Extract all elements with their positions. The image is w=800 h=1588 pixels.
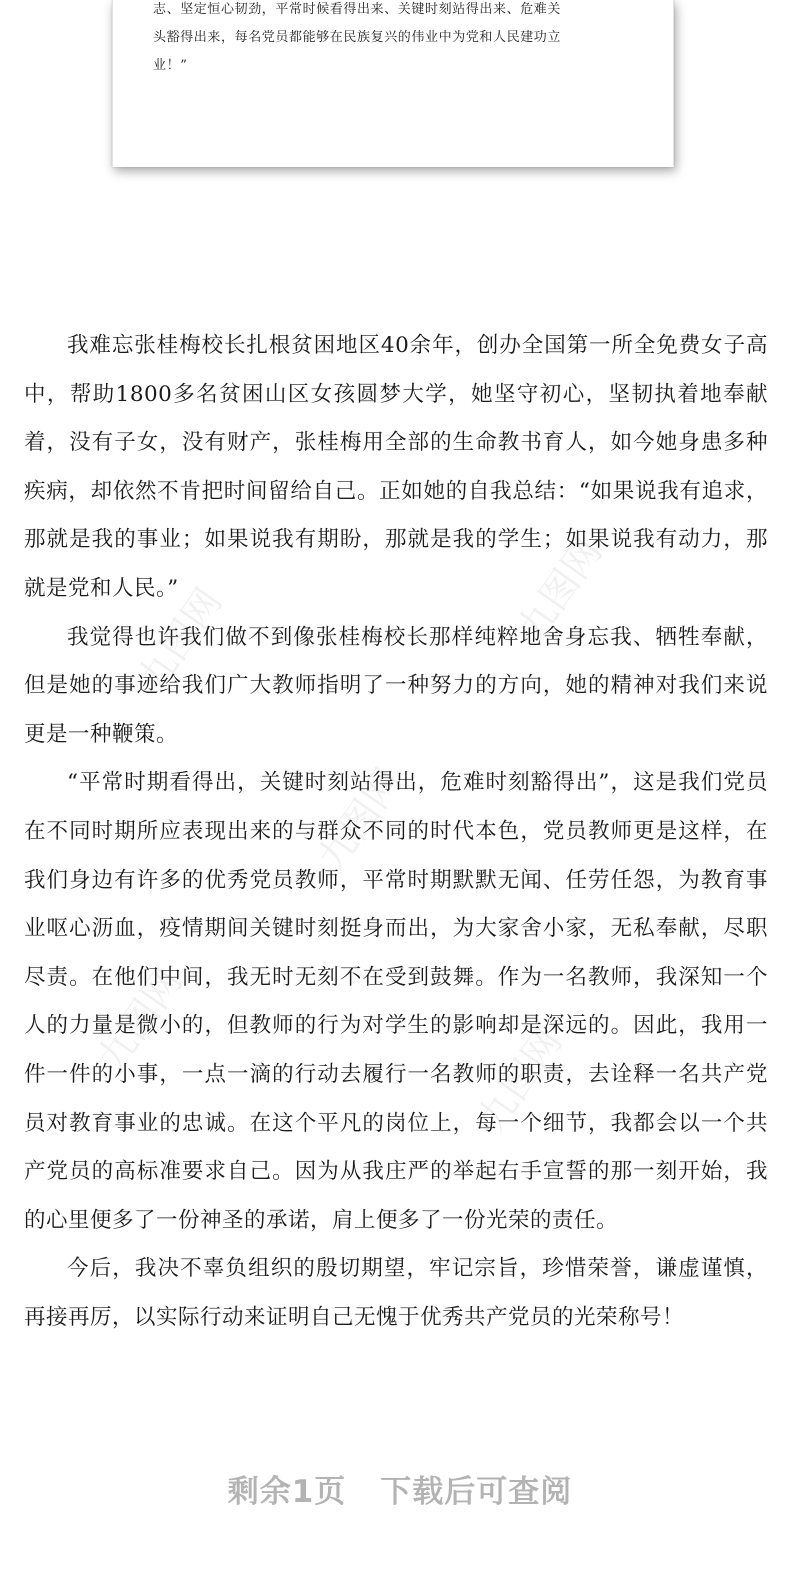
article-paragraph: 我觉得也许我们做不到像张桂梅校长那样纯粹地舍身忘我、牺牲奉献，但是她的事迹给我们广大教师指明了一种努力的方向，她的精神对我们来说更是一种鞭策。 bbox=[24, 624, 768, 747]
remaining-pages-label: 剩余1页 bbox=[227, 1474, 347, 1510]
watermark: 九图网 bbox=[89, 960, 191, 1079]
preview-card-line: 志、坚定恒心韧劲，平常时候看得出来、关键时刻站得出来、危难关 bbox=[153, 2, 562, 17]
article-paragraph: 我难忘张桂梅校长扎根贫困地区40余年，创办全国第一所全免费女子高中，帮助1800多名贫困山区女孩圆梦大学，她坚守初心，坚韧执着地奉献着，没有子女，没有财产，张桂梅用全部的生命教书育人，如今她身患多种疾病，却依然不肯把时间留给自己。正如她的自我总结：“如果说我有追求，那就是我的事业；如果说我有期盼，那就是我的学生；如果说我有动力，那就是党和人民。” bbox=[24, 333, 768, 601]
preview-card-text bbox=[153, 0, 641, 80]
watermark: 九图网 bbox=[509, 530, 611, 649]
download-to-view-label: 下载后可查阅 bbox=[380, 1474, 573, 1510]
article-paragraph: 今后，我决不辜负组织的殷切期望，牢记宗旨，珍惜荣誉，谦虚谨慎，再接再厉，以实际行动来证明自己无愧于优秀共产党员的光荣称号！ bbox=[24, 1256, 768, 1330]
watermark: 九图网 bbox=[469, 1020, 571, 1139]
preview-card-line: 头豁得出来，每名党员都能够在民族复兴的伟业中为党和人民建功立 bbox=[153, 30, 562, 45]
article-body bbox=[24, 322, 768, 1342]
watermark: 九图网 bbox=[129, 580, 231, 699]
watermark: 九图网 bbox=[309, 760, 411, 879]
remaining-pages-prompt[interactable] bbox=[0, 1466, 800, 1511]
page-preview-card bbox=[112, 0, 674, 167]
preview-card-line: 业！” bbox=[153, 58, 188, 73]
article-paragraph: “平常时期看得出，关键时刻站得出，危难时刻豁得出”，这是我们党员在不同时期所应表现出来的与群众不同的时代本色，党员教师更是这样，在我们身边有许多的优秀党员教师，平常时期默默无闻、任劳任怨，为教育事业呕心沥血，疫情期间关键时刻挺身而出，为大家舍小家，无私奉献，尽职尽责。在他们中间，我无时无刻不在受到鼓舞。作为一名教师，我深知一个人的力量是微小的，但教师的行为对学生的影响却是深远的。因此，我用一件一件的小事，一点一滴的行动去履行一名教师的职责，去诠释一名共产党员对教育事业的忠诚。在这个平凡的岗位上，每一个细节，我都会以一个共产党员的高标准要求自己。因为从我庄严的举起右手宣誓的那一刻开始，我的心里便多了一份神圣的承诺，肩上便多了一份光荣的责任。 bbox=[24, 770, 768, 1233]
